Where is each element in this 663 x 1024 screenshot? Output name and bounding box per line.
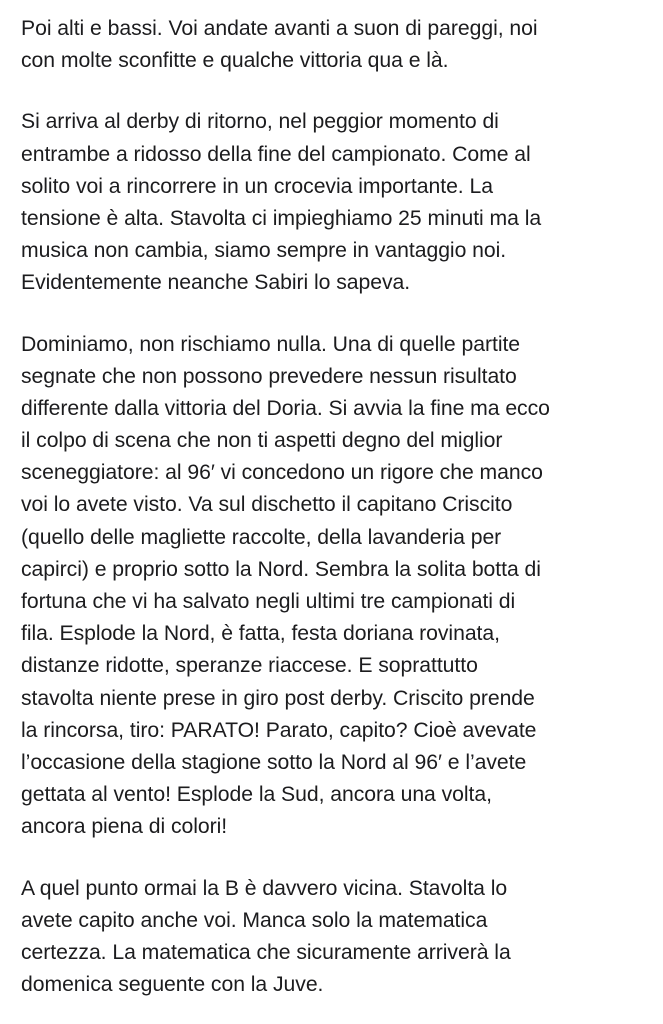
text-line: voi lo avete visto. Va sul dischetto il capitano Criscito xyxy=(21,493,513,517)
text-line: la rincorsa, tiro: PARATO! Parato, capito? Cioè avevate xyxy=(21,718,537,742)
text-line: con molte sconfitte e qualche vittoria qua e là. xyxy=(21,49,449,73)
paragraph-4 xyxy=(21,873,645,1002)
text-line: stavolta niente prese in giro post derby. Criscito prende xyxy=(21,686,535,710)
text-line: il colpo di scena che non ti aspetti degno del miglior xyxy=(21,429,503,453)
text-line: Evidentemente neanche Sabiri lo sapeva. xyxy=(21,271,411,295)
text-line: tensione è alta. Stavolta ci impieghiamo 25 minuti ma la xyxy=(21,206,542,230)
text-line: (quello delle magliette raccolte, della lavanderia per xyxy=(21,525,502,549)
text-line: distanze ridotte, speranze riaccese. E soprattutto xyxy=(21,654,478,678)
text-line: domenica seguente con la Juve. xyxy=(21,973,324,997)
text-line: A quel punto ormai la B è davvero vicina. Stavolta lo xyxy=(21,876,508,900)
text-line: Dominiamo, non rischiamo nulla. Una di quelle partite xyxy=(21,332,521,356)
text-line: ancora piena di colori! xyxy=(21,815,228,839)
text-line: solito voi a rincorrere in un crocevia importante. La xyxy=(21,174,493,198)
text-line: musica non cambia, siamo sempre in vantaggio noi. xyxy=(21,239,507,263)
paragraph-2 xyxy=(21,106,645,299)
text-line: Poi alti e bassi. Voi andate avanti a suon di pareggi, noi xyxy=(21,17,538,40)
text-line: sceneggiatore: al 96′ vi concedono un rigore che manco xyxy=(21,461,543,485)
text-line: fortuna che vi ha salvato negli ultimi tre campionati di xyxy=(21,590,516,613)
text-line: entrambe a ridosso della fine del campionato. Come al xyxy=(21,142,531,166)
paragraph-1 xyxy=(21,13,645,77)
text-line: gettata al vento! Esplode la Sud, ancora una volta, xyxy=(21,783,492,807)
text-line: Si arriva al derby di ritorno, nel peggior momento di xyxy=(21,110,499,134)
text-line: differente dalla vittoria del Doria. Si avvia la fine ma ecco xyxy=(21,396,550,420)
text-line: certezza. La matematica che sicuramente arriverà la xyxy=(21,940,511,964)
text-line: l’occasione della stagione sotto la Nord al 96′ e l’avete xyxy=(21,750,527,774)
text-line: capirci) e proprio sotto la Nord. Sembra la solita botta di xyxy=(21,557,541,581)
text-line: fila. Esplode la Nord, è fatta, festa doriana rovinata, xyxy=(21,622,500,646)
text-line: segnate che non possono prevedere nessun risultato xyxy=(21,364,517,388)
text-line: avete capito anche voi. Manca solo la matematica xyxy=(21,908,488,932)
paragraph-3 xyxy=(21,329,645,844)
